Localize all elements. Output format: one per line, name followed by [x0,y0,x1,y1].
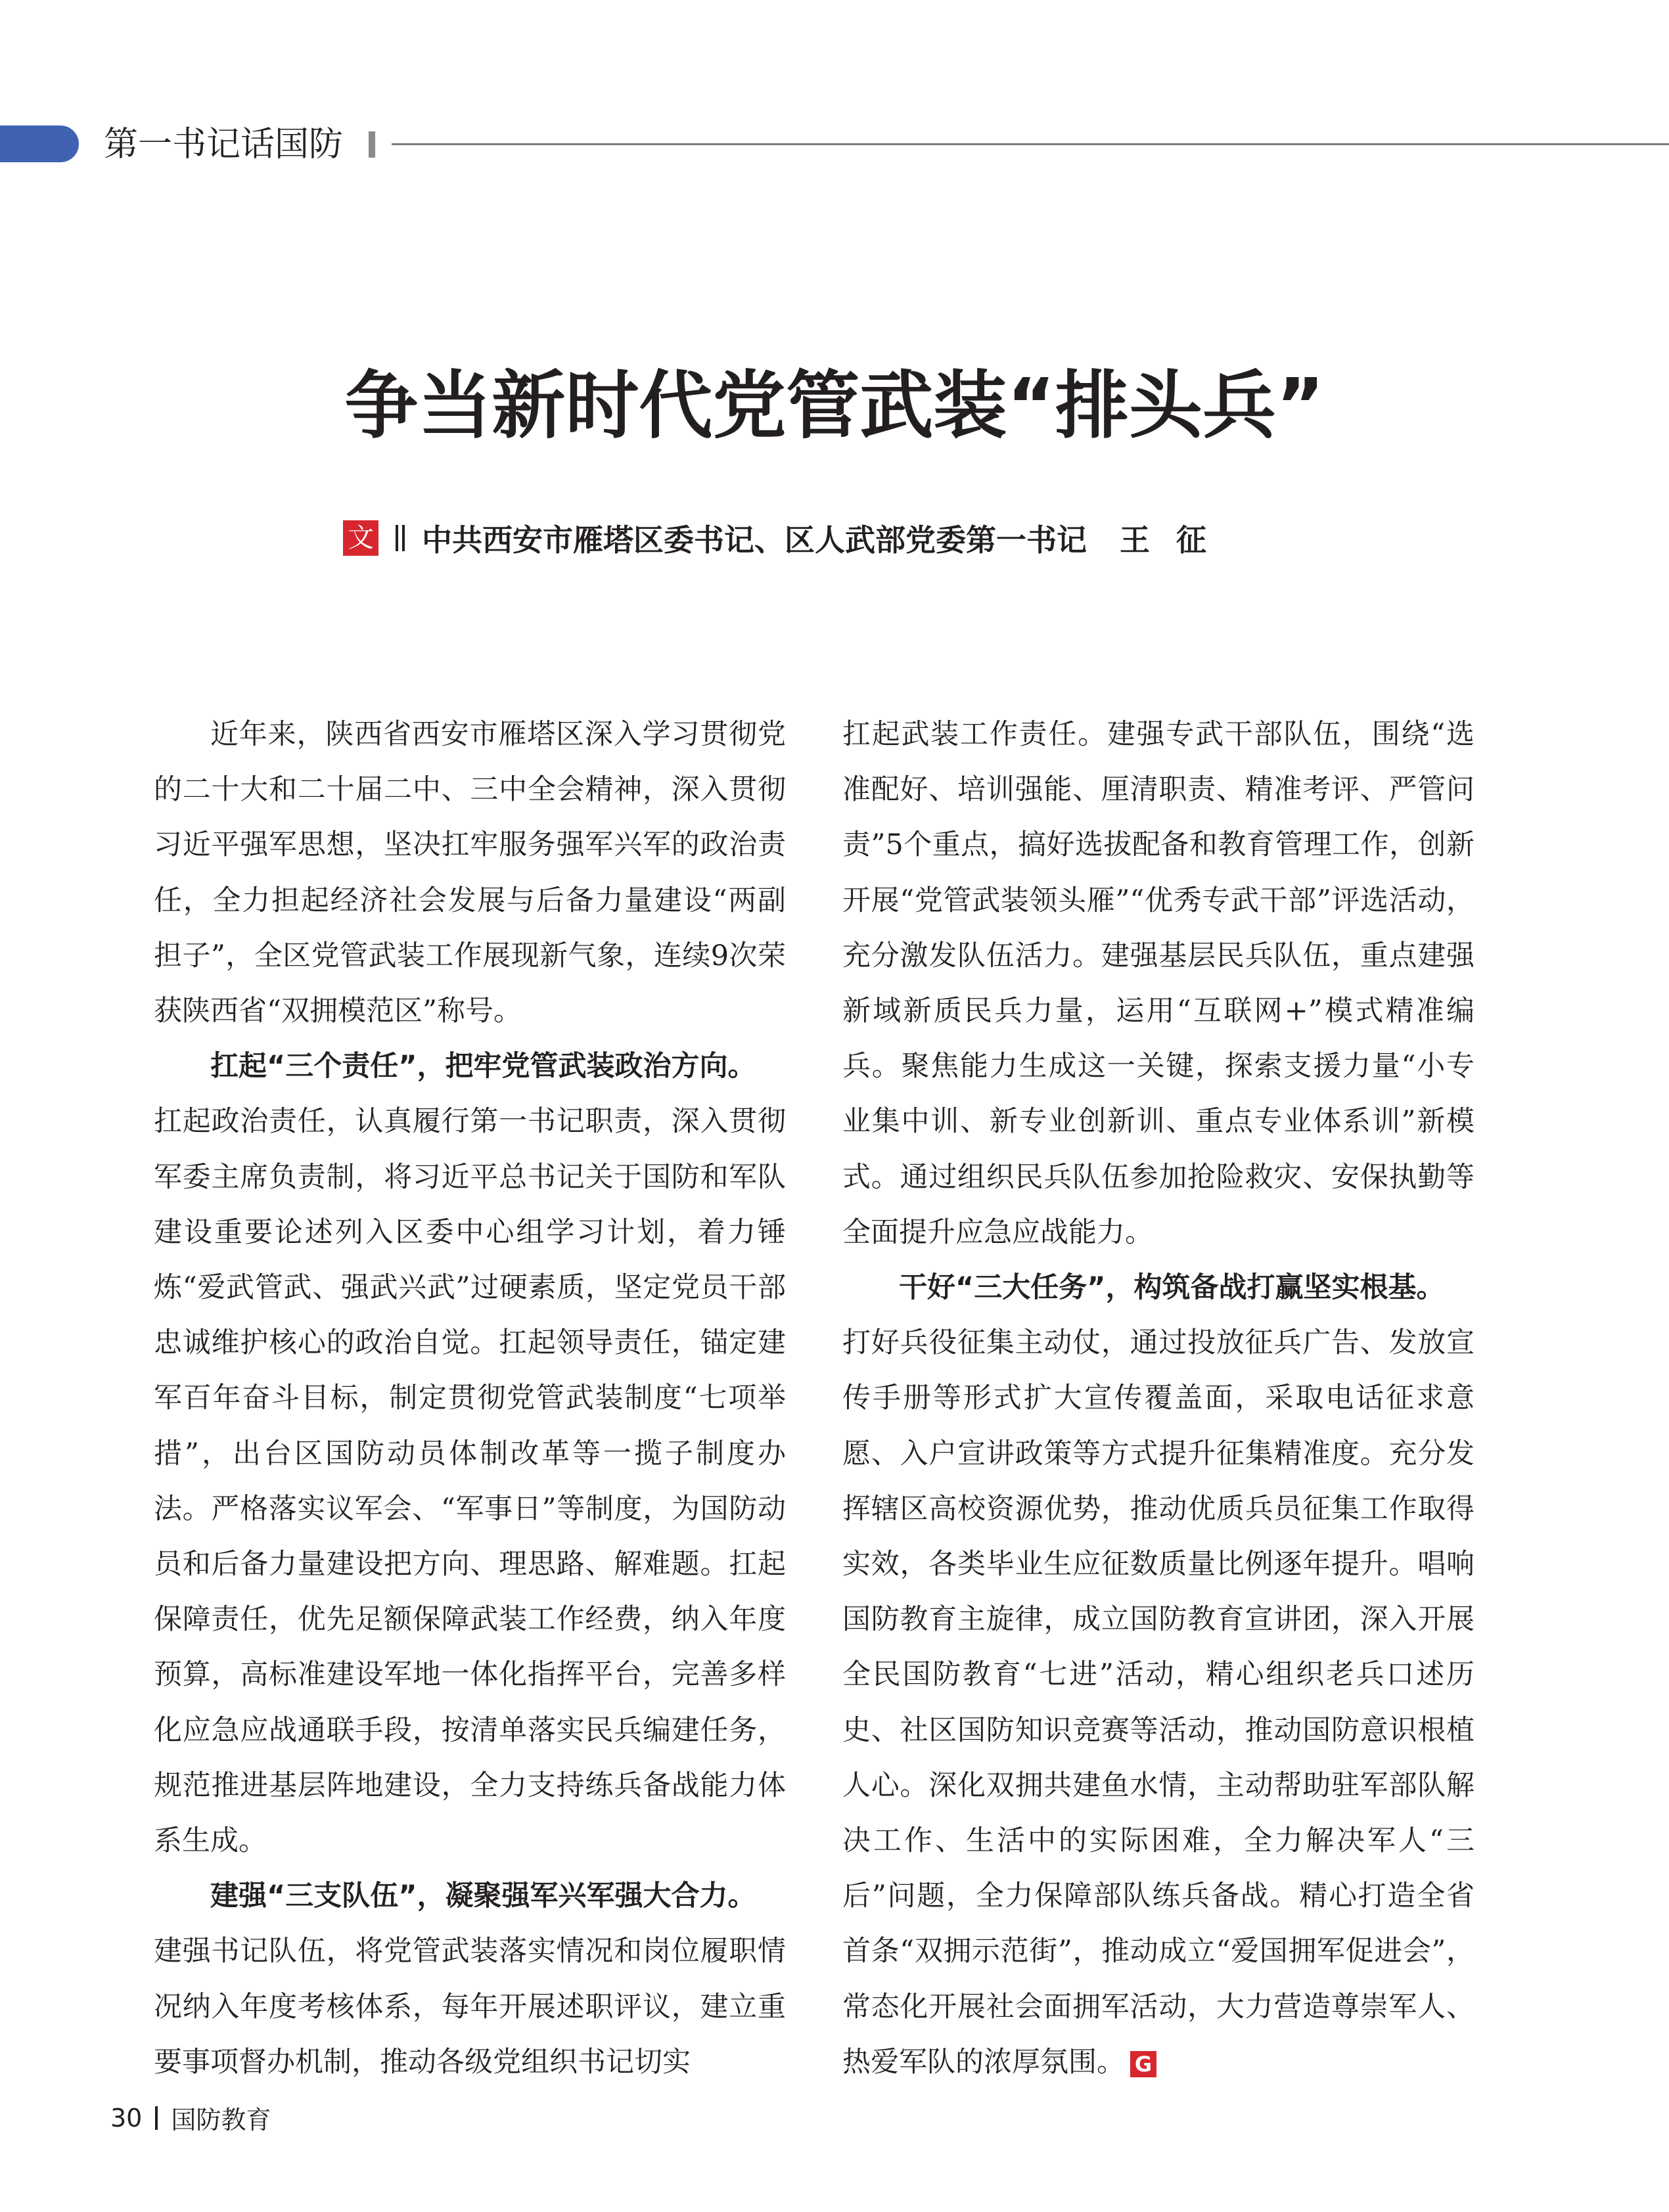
magazine-name: 国防教育 [171,2106,271,2134]
page-number: 30 [110,2103,143,2133]
paragraph-teams-continued: 扛起武装工作责任。建强专武干部队伍，围绕“选准配好、培训强能、厘清职责、精准考评、严管问责”5个重点，搞好选拔配备和教育管理工作，创新开展“党管武装领头雁”“优秀专武干部”评选活动，充分激发队伍活力。建强基层民兵队伍，重点建强新域新质民兵力量，运用“互联网+”模式精准编兵。聚焦能力生成这一关键，探索支援力量“小专业集中训、新专业创新训、重点专业体系训”新模式。通过组织民兵队伍参加抢险救灾、安保执勤等全面提升应急应战能力。 [842,718,1475,1249]
text-column-left [154,707,786,2090]
byline-badge: 文 [343,520,378,556]
paragraph-tasks-text: 打好兵役征集主动仗，通过投放征兵广告、发放宣传手册等形式扩大宣传覆盖面，采取电话征求意愿、入户宣讲政策等方式提升征集精准度。充分发挥辖区高校资源优势，推动优质兵员征集工作取得实效，各类毕业生应征数质量比例逐年提升。唱响国防教育主旋律，成立国防教育宣讲团，深入开展全民国防教育“七进”活动，精心组织老兵口述历史、社区国防知识竞赛等活动，推动国防意识根植人心。深化双拥共建鱼水情，主动帮助驻军部队解决工作、生活中的实际困难，全力解决军人“三后”问题，全力保障部队练兵备战。精心打造全省首条“双拥示范街”，推动成立“爱国拥军促进会”，常态化开展社会面拥军活动，大力营造尊崇军人、热爱军队的浓厚氛围。 [842,1326,1475,2079]
subheading-three-teams: 建强“三支队伍”，凝聚强军兴军强大合力。 [210,1880,756,1913]
author-name: 王征 [1120,522,1233,558]
article-title: 争当新时代党管武装“排头兵” [344,363,1325,449]
header-accent-pill [0,125,79,162]
subheading-three-responsibilities: 扛起“三个责任”，把牢党管武装政治方向。 [210,1050,756,1083]
header-rule [392,143,1669,145]
paragraph-responsibilities: 扛起政治责任，认真履行第一书记职责，深入贯彻军委主席负责制，将习近平总书记关于国防和军队建设重要论述列入区委中心组学习计划，着力锤炼“爱武管武、强武兴武”过硬素质，坚定党员干部忠诚维护核心的政治自觉。扛起领导责任，锚定建军百年奋斗目标，制定贯彻党管武装制度“七项举措”，出台区国防动员体制改革等一揽子制度办法。严格落实议军会、“军事日”等制度，为国防动员和后备力量建设把方向、理思路、解难题。扛起保障责任，优先足额保障武装工作经费，纳入年度预算，高标准建设军地一体化指挥平台，完善多样化应急应战通联手段，按清单落实民兵编建任务，规范推进基层阵地建设，全力支持练兵备战能力体系生成。 [154,1105,786,1858]
author-title: 中共西安市雁塔区委书记、区人武部党委第一书记 [422,522,1087,558]
section-title: 第一书记话国防 [104,125,344,164]
end-mark-icon: G [1130,2051,1156,2077]
page-footer [110,2100,271,2136]
byline [343,519,1233,557]
subheading-three-tasks: 干好“三大任务”，构筑备战打赢坚实根基。 [899,1271,1445,1305]
text-column-right [842,707,1475,2090]
footer-separator [155,2106,158,2130]
paragraph-teams: 建强书记队伍，将党管武装落实情况和岗位履职情况纳入年度考核体系，每年开展述职评议，建立重要事项督办机制，推动各级党组织书记切实 [154,1935,786,2079]
byline-separator [396,525,405,551]
paragraph-tasks [842,1315,1475,2090]
header-divider-mark [369,131,375,158]
paragraph-intro: 近年来，陕西省西安市雁塔区深入学习贯彻党的二十大和二十届二中、三中全会精神，深入贯彻习近平强军思想，坚决扛牢服务强军兴军的政治责任，全力担起经济社会发展与后备力量建设“两副担子”，全区党管武装工作展现新气象，连续9次荣获陕西省“双拥模范区”称号。 [154,718,786,1028]
